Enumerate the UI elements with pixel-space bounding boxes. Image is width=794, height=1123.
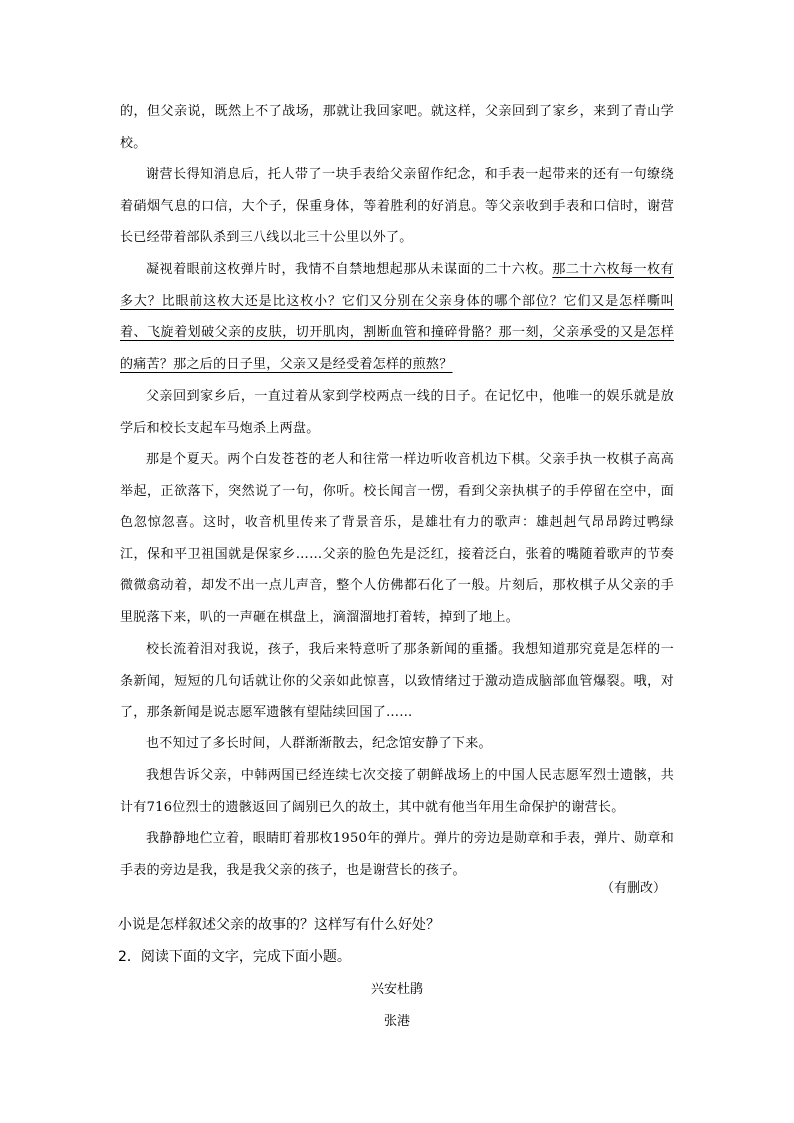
- question-instruction: 2．阅读下面的文字，完成下面小题。: [118, 949, 351, 965]
- question-text: 小说是怎样叙述父亲的故事的？这样写有什么好处？: [118, 917, 440, 933]
- paragraph: 谢营长得知消息后，托人带了一块手表给父亲留作纪念，和手表一起带来的还有一句缭绕着硝烟气息的口信，大个子，保重身体，等着胜利的好消息。等父亲收到手表和口信时，谢营长已经带着部队杀到三八线以北三十公里以外了。: [120, 167, 674, 246]
- paragraph: 我静静地伫立着，眼睛盯着那枚1950年的弹片。弹片的旁边是勋章和手表，弹片、勋章和手表的旁边是我，我是我父亲的孩子，也是谢营长的孩子。: [120, 831, 674, 878]
- paragraph: 我想告诉父亲，中韩两国已经连续七次交接了朝鲜战场上的中国人民志愿军烈士遗骸，共计有716位烈士的遗骸返回了阔别已久的故土，其中就有他当年用生命保护的谢营长。: [120, 768, 674, 815]
- paragraph: 的，但父亲说，既然上不了战场，那就让我回家吧。就这样，父亲回到了家乡，来到了青山学校。: [120, 104, 674, 151]
- paragraph-plain-part: 凝视着眼前这枚弹片时，我情不自禁地想起那从未谋面的二十六枚。: [146, 262, 553, 277]
- paragraph: 校长流着泪对我说，孩子，我后来特意听了那条新闻的重播。我想知道那究竟是怎样的一条新闻，短短的几句话就让你的父亲如此惊喜，以致情绪过于激动造成脑部血管爆裂。哦，对了，那条新闻是说志愿军遗骸有望陆续回国了……: [120, 642, 674, 721]
- paragraph: 也不知过了多长时间，人群渐渐散去，纪念馆安静了下来。: [146, 736, 492, 751]
- paragraph: 那是个夏天。两个白发苍苍的老人和往常一样边听收音机边下棋。父亲手执一枚棋子高高举起，正欲落下，突然说了一句，你听。校长闻言一愣，看到父亲执棋子的手停留在空中，面色忽惊忽喜。这时，收音机里传来了背景音乐，是雄壮有力的歌声：雄赳赳气昂昂跨过鸭绿江，保和平卫祖国就是保家乡……父亲的脸色先是泛红，接着泛白，张着的嘴随着歌声的节奏微微翕动着，却发不出一点儿声音，整个人仿佛都石化了一般。片刻后，那枚棋子从父亲的手里脱落下来，叭的一声砸在棋盘上，滴溜溜地打着转，掉到了地上。: [120, 452, 674, 625]
- paragraph: 父亲回到家乡后，一直过着从家到学校两点一线的日子。在记忆中，他唯一的娱乐就是放学后和校长支起车马炮杀上两盘。: [120, 389, 674, 436]
- paragraph-with-underline: [120, 254, 674, 380]
- next-passage-author: 张港: [383, 1014, 410, 1029]
- underlined-passage: 那二十六枚每一枚有多大？比眼前这枚大还是比这枚小？它们又分别在父亲身体的哪个部位？它们又是怎样嘶叫着、飞旋着划破父亲的皮肤，切开肌肉，割断血管和撞碎骨骼？那一刻，父亲承受的又是怎样的痛苦？那之后的日子里，父亲又是经受着怎样的煎熬？: [120, 262, 674, 372]
- next-passage-title: 兴安杜鹃: [370, 982, 423, 997]
- source-note: （有删改）: [600, 881, 666, 896]
